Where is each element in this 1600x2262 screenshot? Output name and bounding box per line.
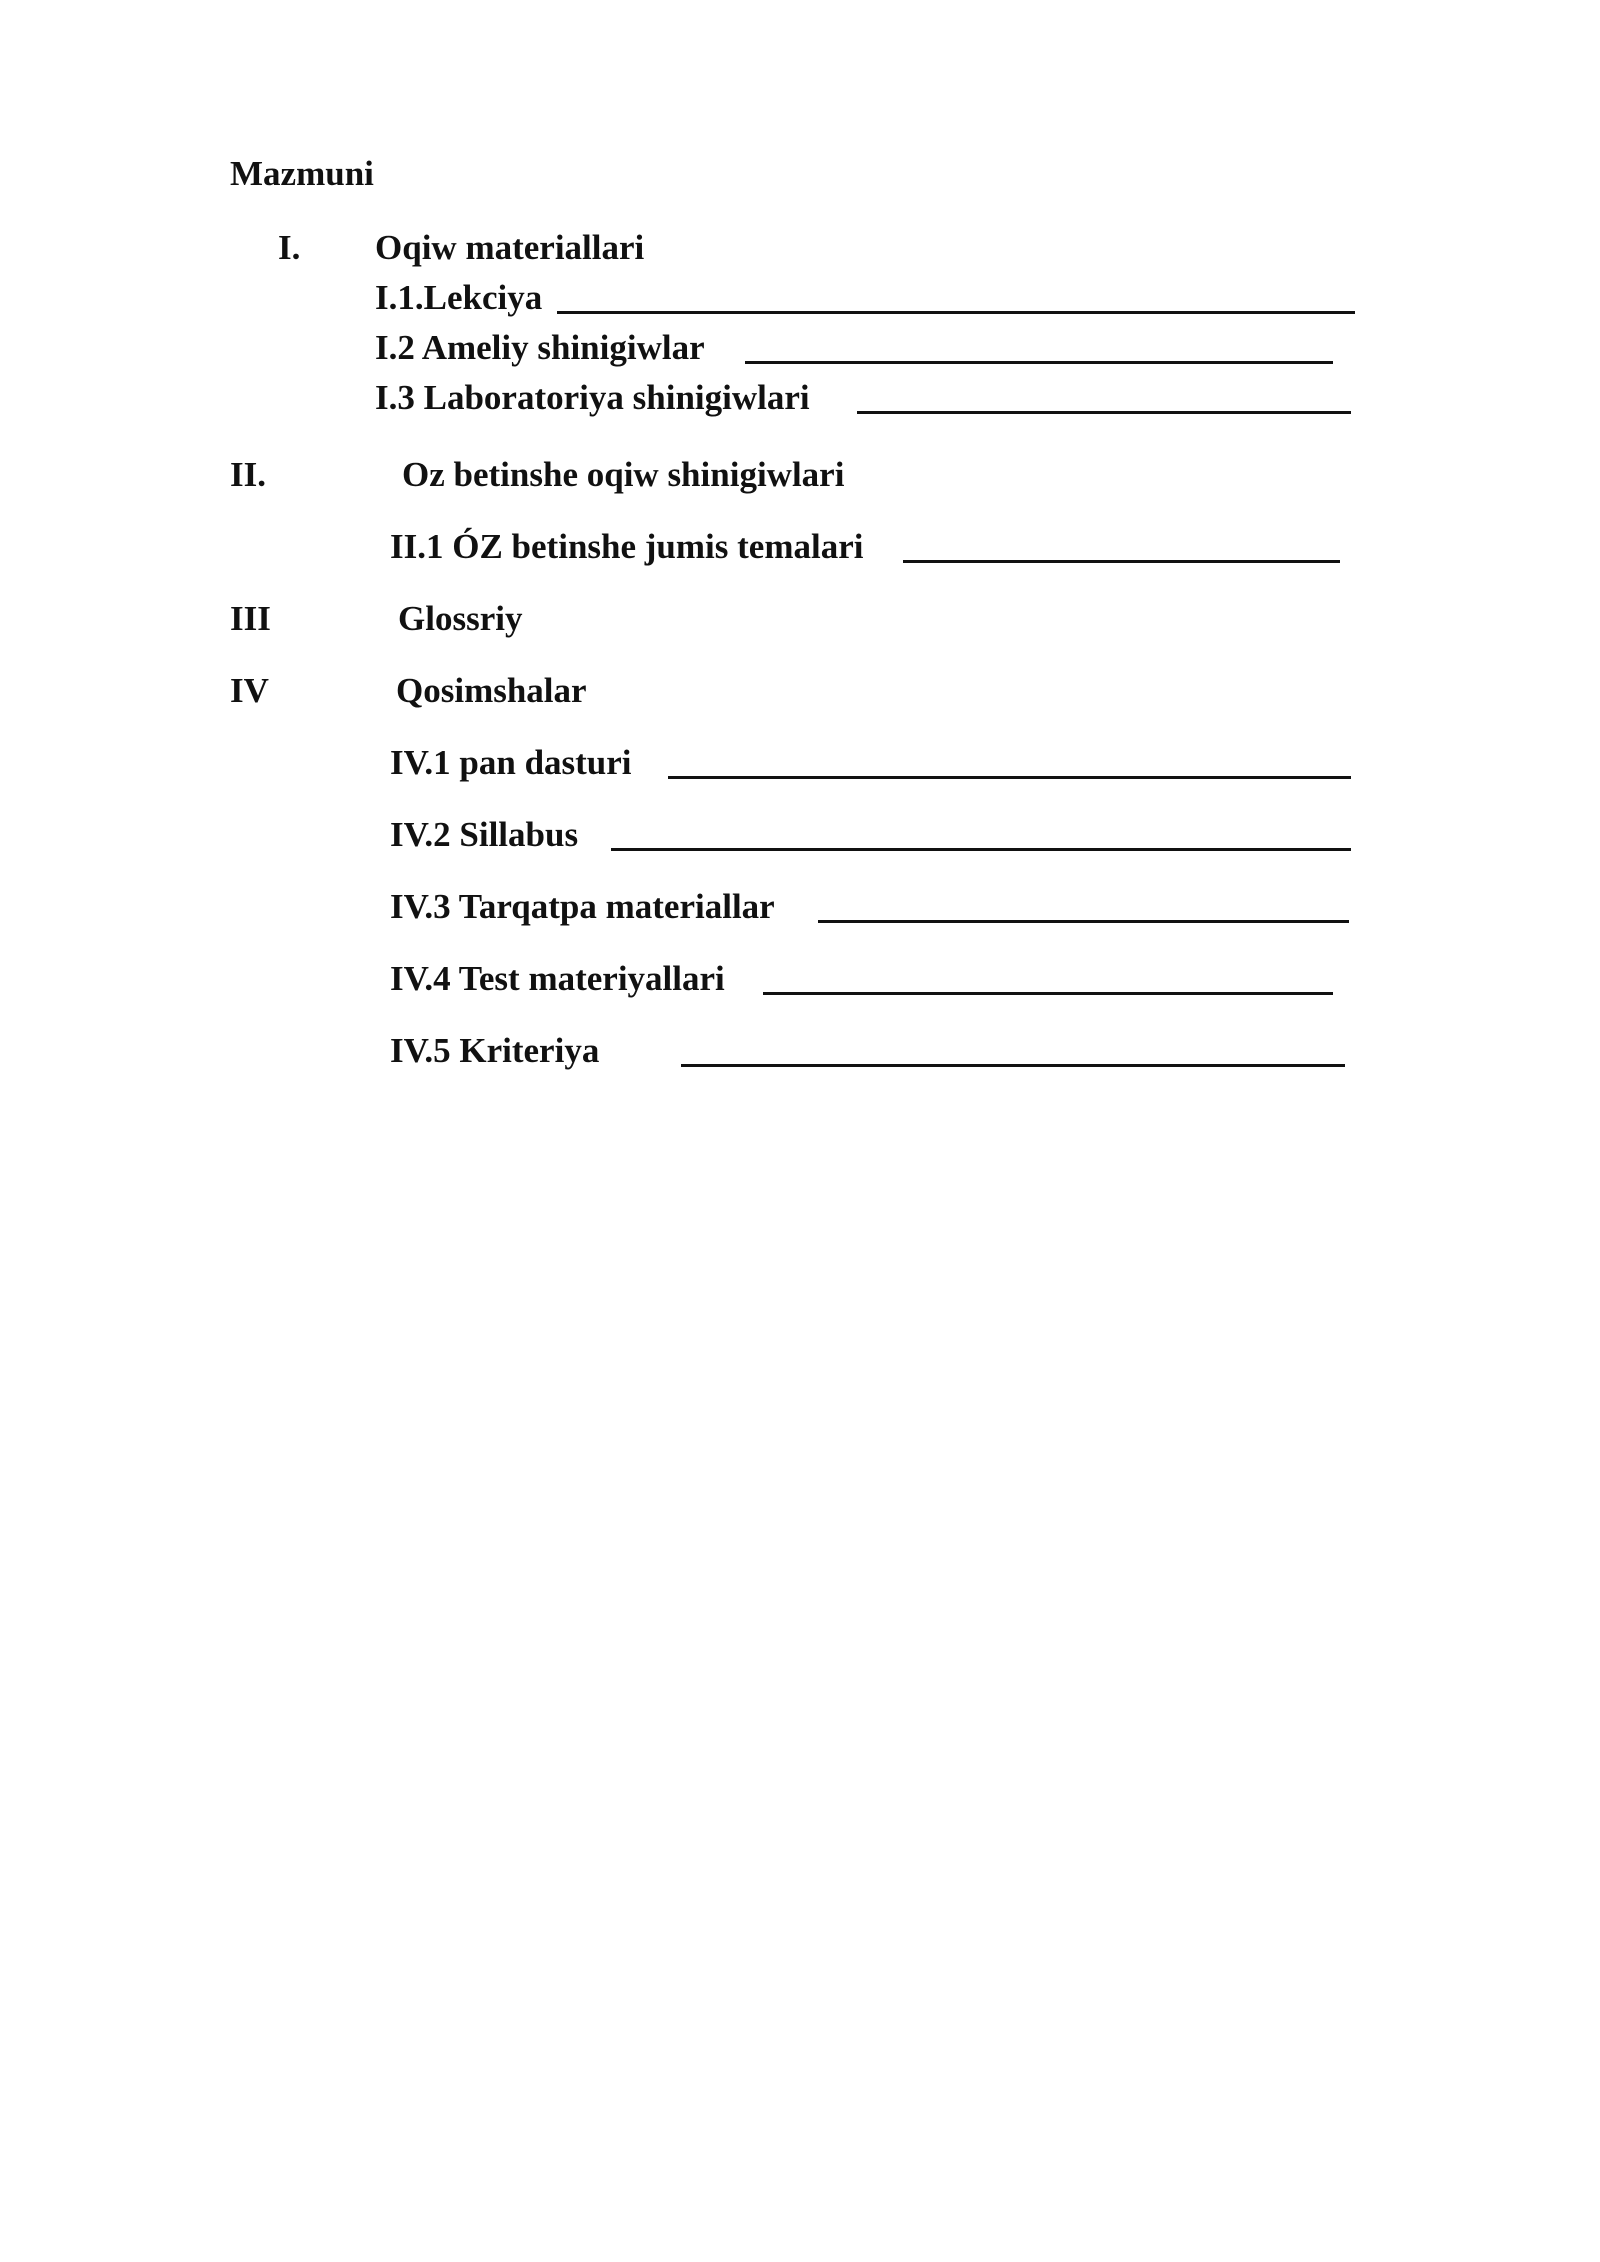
toc-leader-line <box>611 848 1351 851</box>
toc-item-oz-betinshe-jumis-temalari[interactable]: II.1 ÓZ betinshe jumis temalari <box>390 527 864 566</box>
toc-leader-line <box>681 1064 1345 1067</box>
toc-item-lekciya[interactable]: I.1.Lekciya <box>375 278 543 317</box>
toc-leader-line <box>557 311 1355 314</box>
toc-item-sillabus[interactable]: IV.2 Sillabus <box>390 815 579 854</box>
section-heading-1: Oqiw materiallari <box>375 228 645 267</box>
toc-item-ameliy-shinigiwlar[interactable]: I.2 Ameliy shinigiwlar <box>375 328 705 367</box>
toc-leader-line <box>745 361 1333 364</box>
section-number-4: IV <box>230 671 269 710</box>
toc-item-kriteriya[interactable]: IV.5 Kriteriya <box>390 1031 600 1070</box>
section-heading-4: Qosimshalar <box>396 671 587 710</box>
document-title: Mazmuni <box>230 154 374 193</box>
toc-item-pan-dasturi[interactable]: IV.1 pan dasturi <box>390 743 632 782</box>
section-number-1: I. <box>278 228 301 267</box>
toc-leader-line <box>668 776 1351 779</box>
toc-leader-line <box>763 992 1333 995</box>
toc-leader-line <box>857 411 1351 414</box>
toc-item-laboratoriya-shinigiwlari[interactable]: I.3 Laboratoriya shinigiwlari <box>375 378 810 417</box>
section-heading-3[interactable]: Glossriy <box>398 599 523 638</box>
toc-leader-line <box>903 560 1340 563</box>
toc-item-test-materiyallari[interactable]: IV.4 Test materiyallari <box>390 959 725 998</box>
section-number-3: III <box>230 599 271 638</box>
section-heading-2: Oz betinshe oqiw shinigiwlari <box>402 455 845 494</box>
toc-item-tarqatpa-materiallar[interactable]: IV.3 Tarqatpa materiallar <box>390 887 775 926</box>
section-number-2: II. <box>230 455 266 494</box>
toc-leader-line <box>818 920 1349 923</box>
